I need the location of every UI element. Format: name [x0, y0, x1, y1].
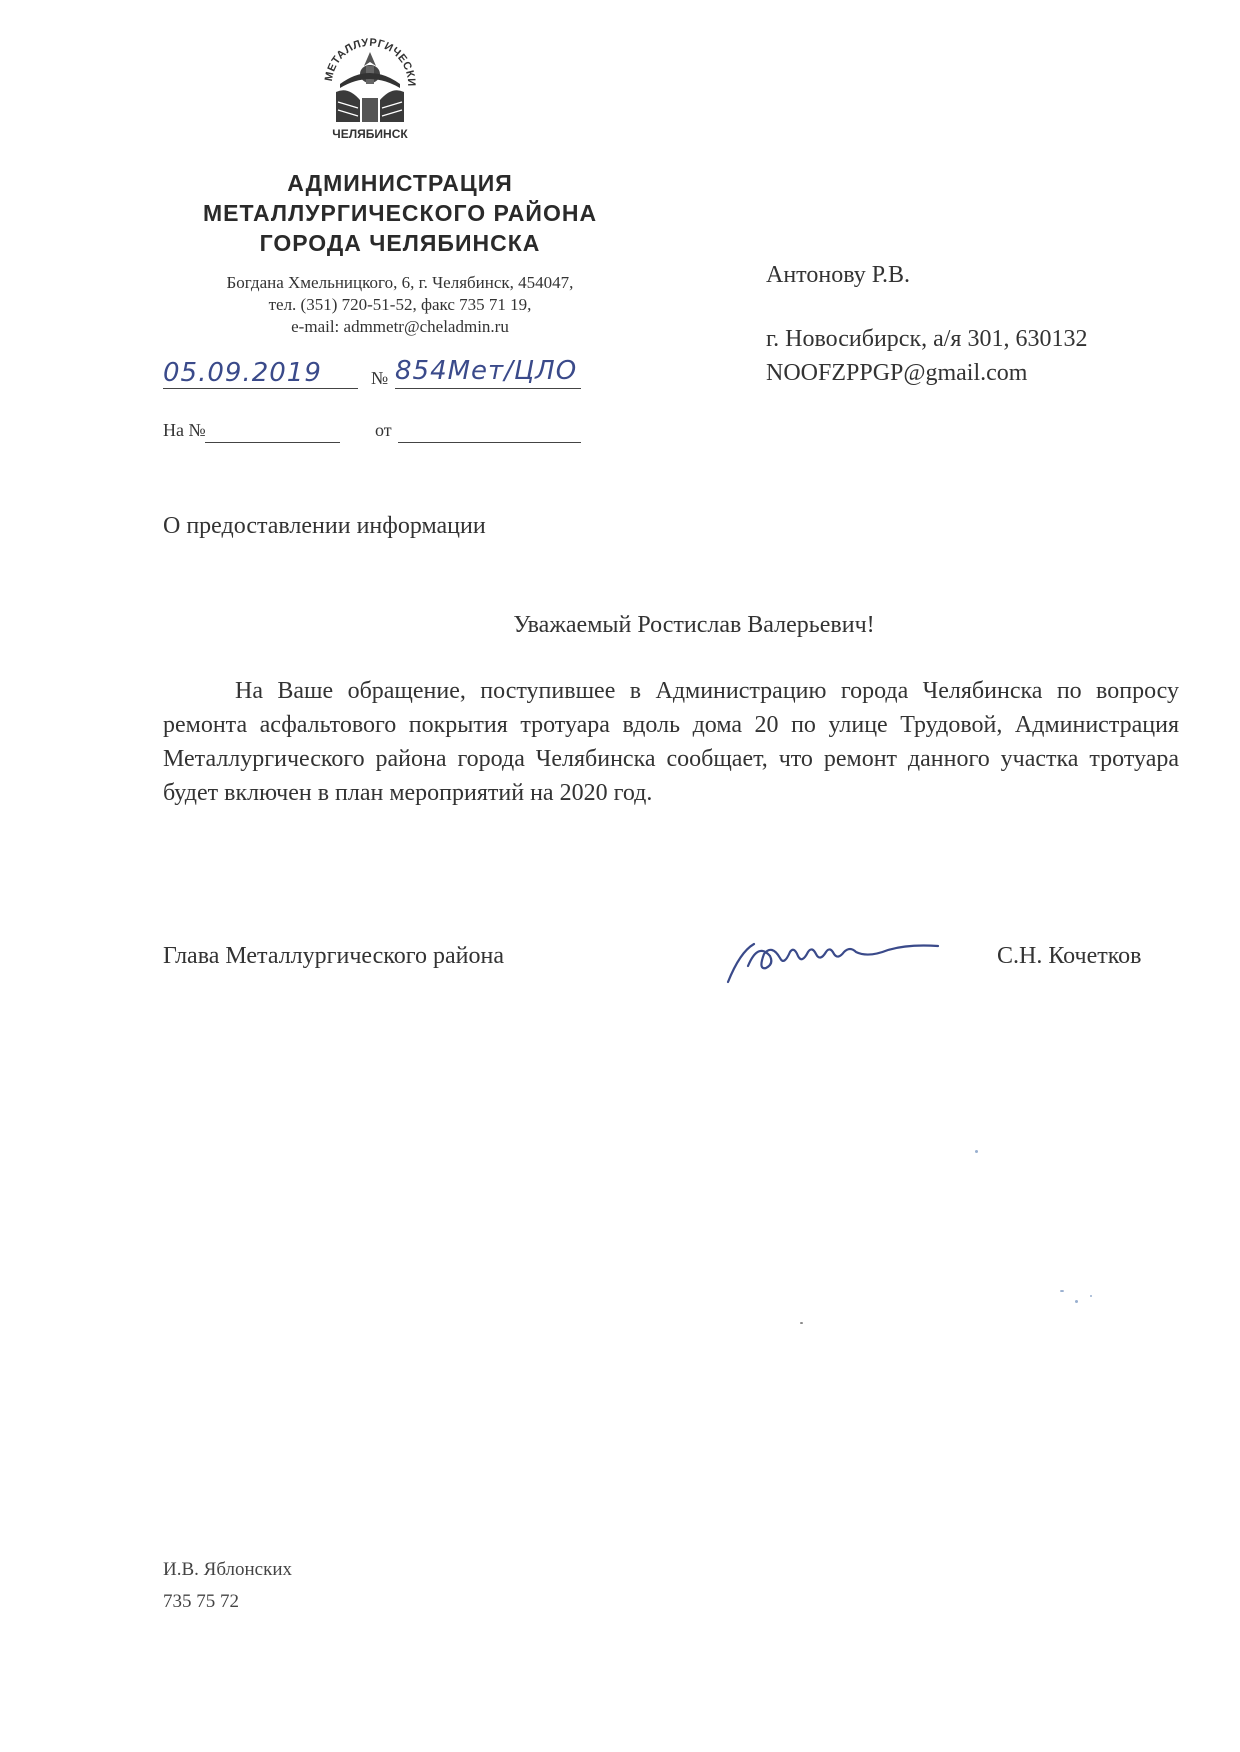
address-line-2: тел. (351) 720-51-52, факс 735 71 19,	[268, 295, 532, 314]
ref-from-label: от	[375, 420, 392, 440]
handwritten-date: 05.09.2019	[163, 358, 322, 388]
logo-city-text: ЧЕЛЯБИНСК	[332, 127, 408, 141]
executor-name: И.В. Яблонских	[163, 1559, 292, 1580]
org-line-1: АДМИНИСТРАЦИЯ	[287, 170, 513, 196]
signatory-title: Глава Металлургического района	[163, 943, 504, 969]
letter-subject: О предоставлении информации	[163, 513, 486, 539]
logo-arc-text: МЕТАЛЛУРГИЧЕСКИ	[322, 36, 418, 87]
ref-number-label: На №	[163, 420, 206, 440]
number-label: №	[371, 368, 389, 388]
address-line-3: e-mail: admmetr@cheladmin.ru	[291, 317, 509, 336]
org-line-2: МЕТАЛЛУРГИЧЕСКОГО РАЙОНА	[202, 200, 598, 226]
signatory-name: С.Н. Кочетков	[997, 943, 1142, 969]
letter-body: На Ваше обращение, поступившее в Администрацию города Челябинска по вопросу ремонта асфальтового покрытия тротуара вдоль дома 20 по улице Трудовой, Администрация Металлургического района города Челябинска сообщает, что ремонт данного участка тротуара будет включен в план мероприятий на 2020 год.	[163, 678, 1179, 806]
organization-title	[130, 168, 670, 258]
recipient-block	[766, 258, 1087, 390]
executor-phone: 735 75 72	[163, 1591, 239, 1612]
recipient-address: г. Новосибирск, а/я 301, 630132	[766, 326, 1088, 352]
recipient-email: NOOFZPPGP@gmail.com	[766, 360, 1028, 386]
executor-block	[163, 1554, 292, 1618]
outgoing-date-number	[163, 358, 643, 394]
recipient-name: Антонову Р.В.	[766, 262, 911, 288]
organization-address	[130, 272, 670, 338]
address-line-1: Богдана Хмельницкого, 6, г. Челябинск, 454047,	[226, 273, 574, 292]
district-emblem-logo	[318, 22, 422, 142]
handwritten-number: 854Мет/ЦЛО	[395, 356, 578, 386]
reference-line	[163, 420, 643, 450]
handwritten-signature	[718, 922, 978, 992]
salutation: Уважаемый Ростислав Валерьевич!	[513, 612, 875, 638]
org-line-3: ГОРОДА ЧЕЛЯБИНСКА	[259, 230, 541, 256]
